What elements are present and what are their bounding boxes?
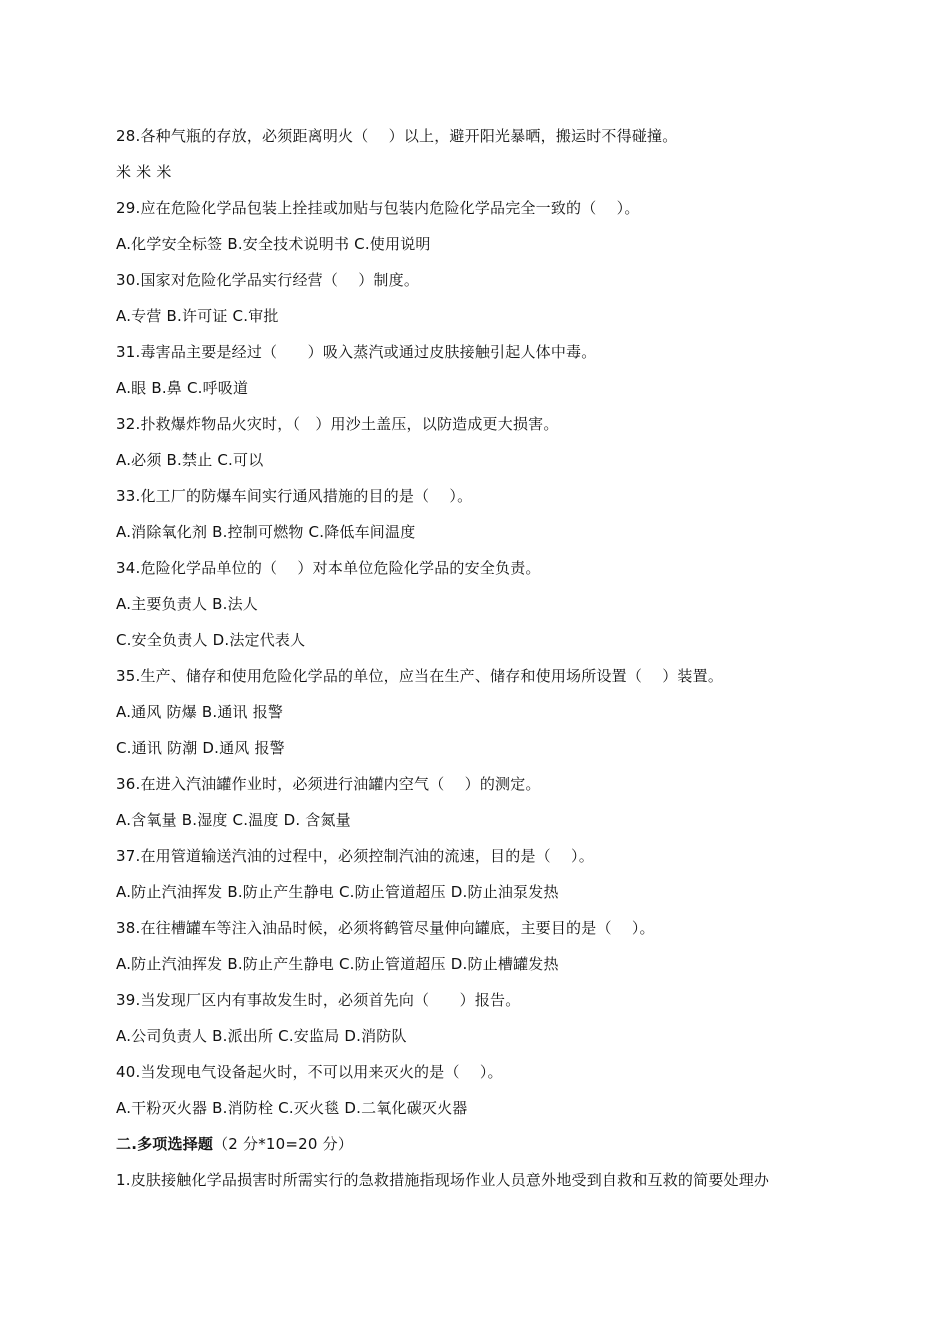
options-40: A.干粉灭火器 B.消防栓 C.灭火毯 D.二氧化碳灭火器 [116, 1099, 468, 1117]
options-39: A.公司负责人 B.派出所 C.安监局 D.消防队 [116, 1027, 407, 1045]
question-33: 33.化工厂的防爆车间实行通风措施的目的是（ ）。 [116, 487, 473, 505]
options-35-cd: C.通讯 防潮 D.通风 报警 [116, 739, 285, 757]
question-31: 31.毒害品主要是经过（ ）吸入蒸汽或通过皮肤接触引起人体中毒。 [116, 343, 597, 361]
section-heading [116, 1134, 353, 1154]
question-39: 39.当发现厂区内有事故发生时，必须首先向（ ）报告。 [116, 991, 521, 1009]
options-28: 米 米 米 [116, 163, 172, 181]
question-35: 35.生产、储存和使用危险化学品的单位，应当在生产、储存和使用场所设置（ ）装置。 [116, 667, 724, 685]
options-34-cd: C.安全负责人 D.法定代表人 [116, 631, 306, 649]
question-32: 32.扑救爆炸物品火灾时，（ ）用沙土盖压，以防造成更大损害。 [116, 415, 559, 433]
options-32: A.必须 B.禁止 C.可以 [116, 451, 264, 469]
question-34: 34.危险化学品单位的（ ）对本单位危险化学品的安全负责。 [116, 559, 541, 577]
options-30: A.专营 B.许可证 C.审批 [116, 307, 279, 325]
section-score: （2 分*10=20 分） [213, 1135, 354, 1153]
options-36: A.含氧量 B.湿度 C.温度 D. 含氮量 [116, 811, 351, 829]
options-37: A.防止汽油挥发 B.防止产生静电 C.防止管道超压 D.防止油泵发热 [116, 883, 559, 901]
options-33: A.消除氧化剂 B.控制可燃物 C.降低车间温度 [116, 523, 416, 541]
question-30: 30.国家对危险化学品实行经营（ ）制度。 [116, 271, 420, 289]
options-29: A.化学安全标签 B.安全技术说明书 C.使用说明 [116, 235, 431, 253]
question-36: 36.在进入汽油罐作业时，必须进行油罐内空气（ ）的测定。 [116, 775, 541, 793]
question-37: 37.在用管道输送汽油的过程中，必须控制汽油的流速，目的是（ ）。 [116, 847, 594, 865]
options-34-ab: A.主要负责人 B.法人 [116, 595, 258, 613]
options-38: A.防止汽油挥发 B.防止产生静电 C.防止管道超压 D.防止槽罐发热 [116, 955, 559, 973]
question-40: 40.当发现电气设备起火时，不可以用来灭火的是（ ）。 [116, 1063, 503, 1081]
options-31: A.眼 B.鼻 C.呼吸道 [116, 379, 249, 397]
question-28: 28.各种气瓶的存放，必须距离明火（ ）以上，避开阳光暴晒，搬运时不得碰撞。 [116, 127, 678, 145]
multi-question-1: 1.皮肤接触化学品损害时所需实行的急救措施指现场作业人员意外地受到自救和互救的简要处理办 [116, 1171, 770, 1189]
question-38: 38.在往槽罐车等注入油品时候，必须将鹤管尽量伸向罐底，主要目的是（ ）。 [116, 919, 655, 937]
section-title: 二.多项选择题 [116, 1135, 214, 1153]
question-29: 29.应在危险化学品包装上拴挂或加贴与包装内危险化学品完全一致的（ ）。 [116, 199, 640, 217]
options-35-ab: A.通风 防爆 B.通讯 报警 [116, 703, 284, 721]
